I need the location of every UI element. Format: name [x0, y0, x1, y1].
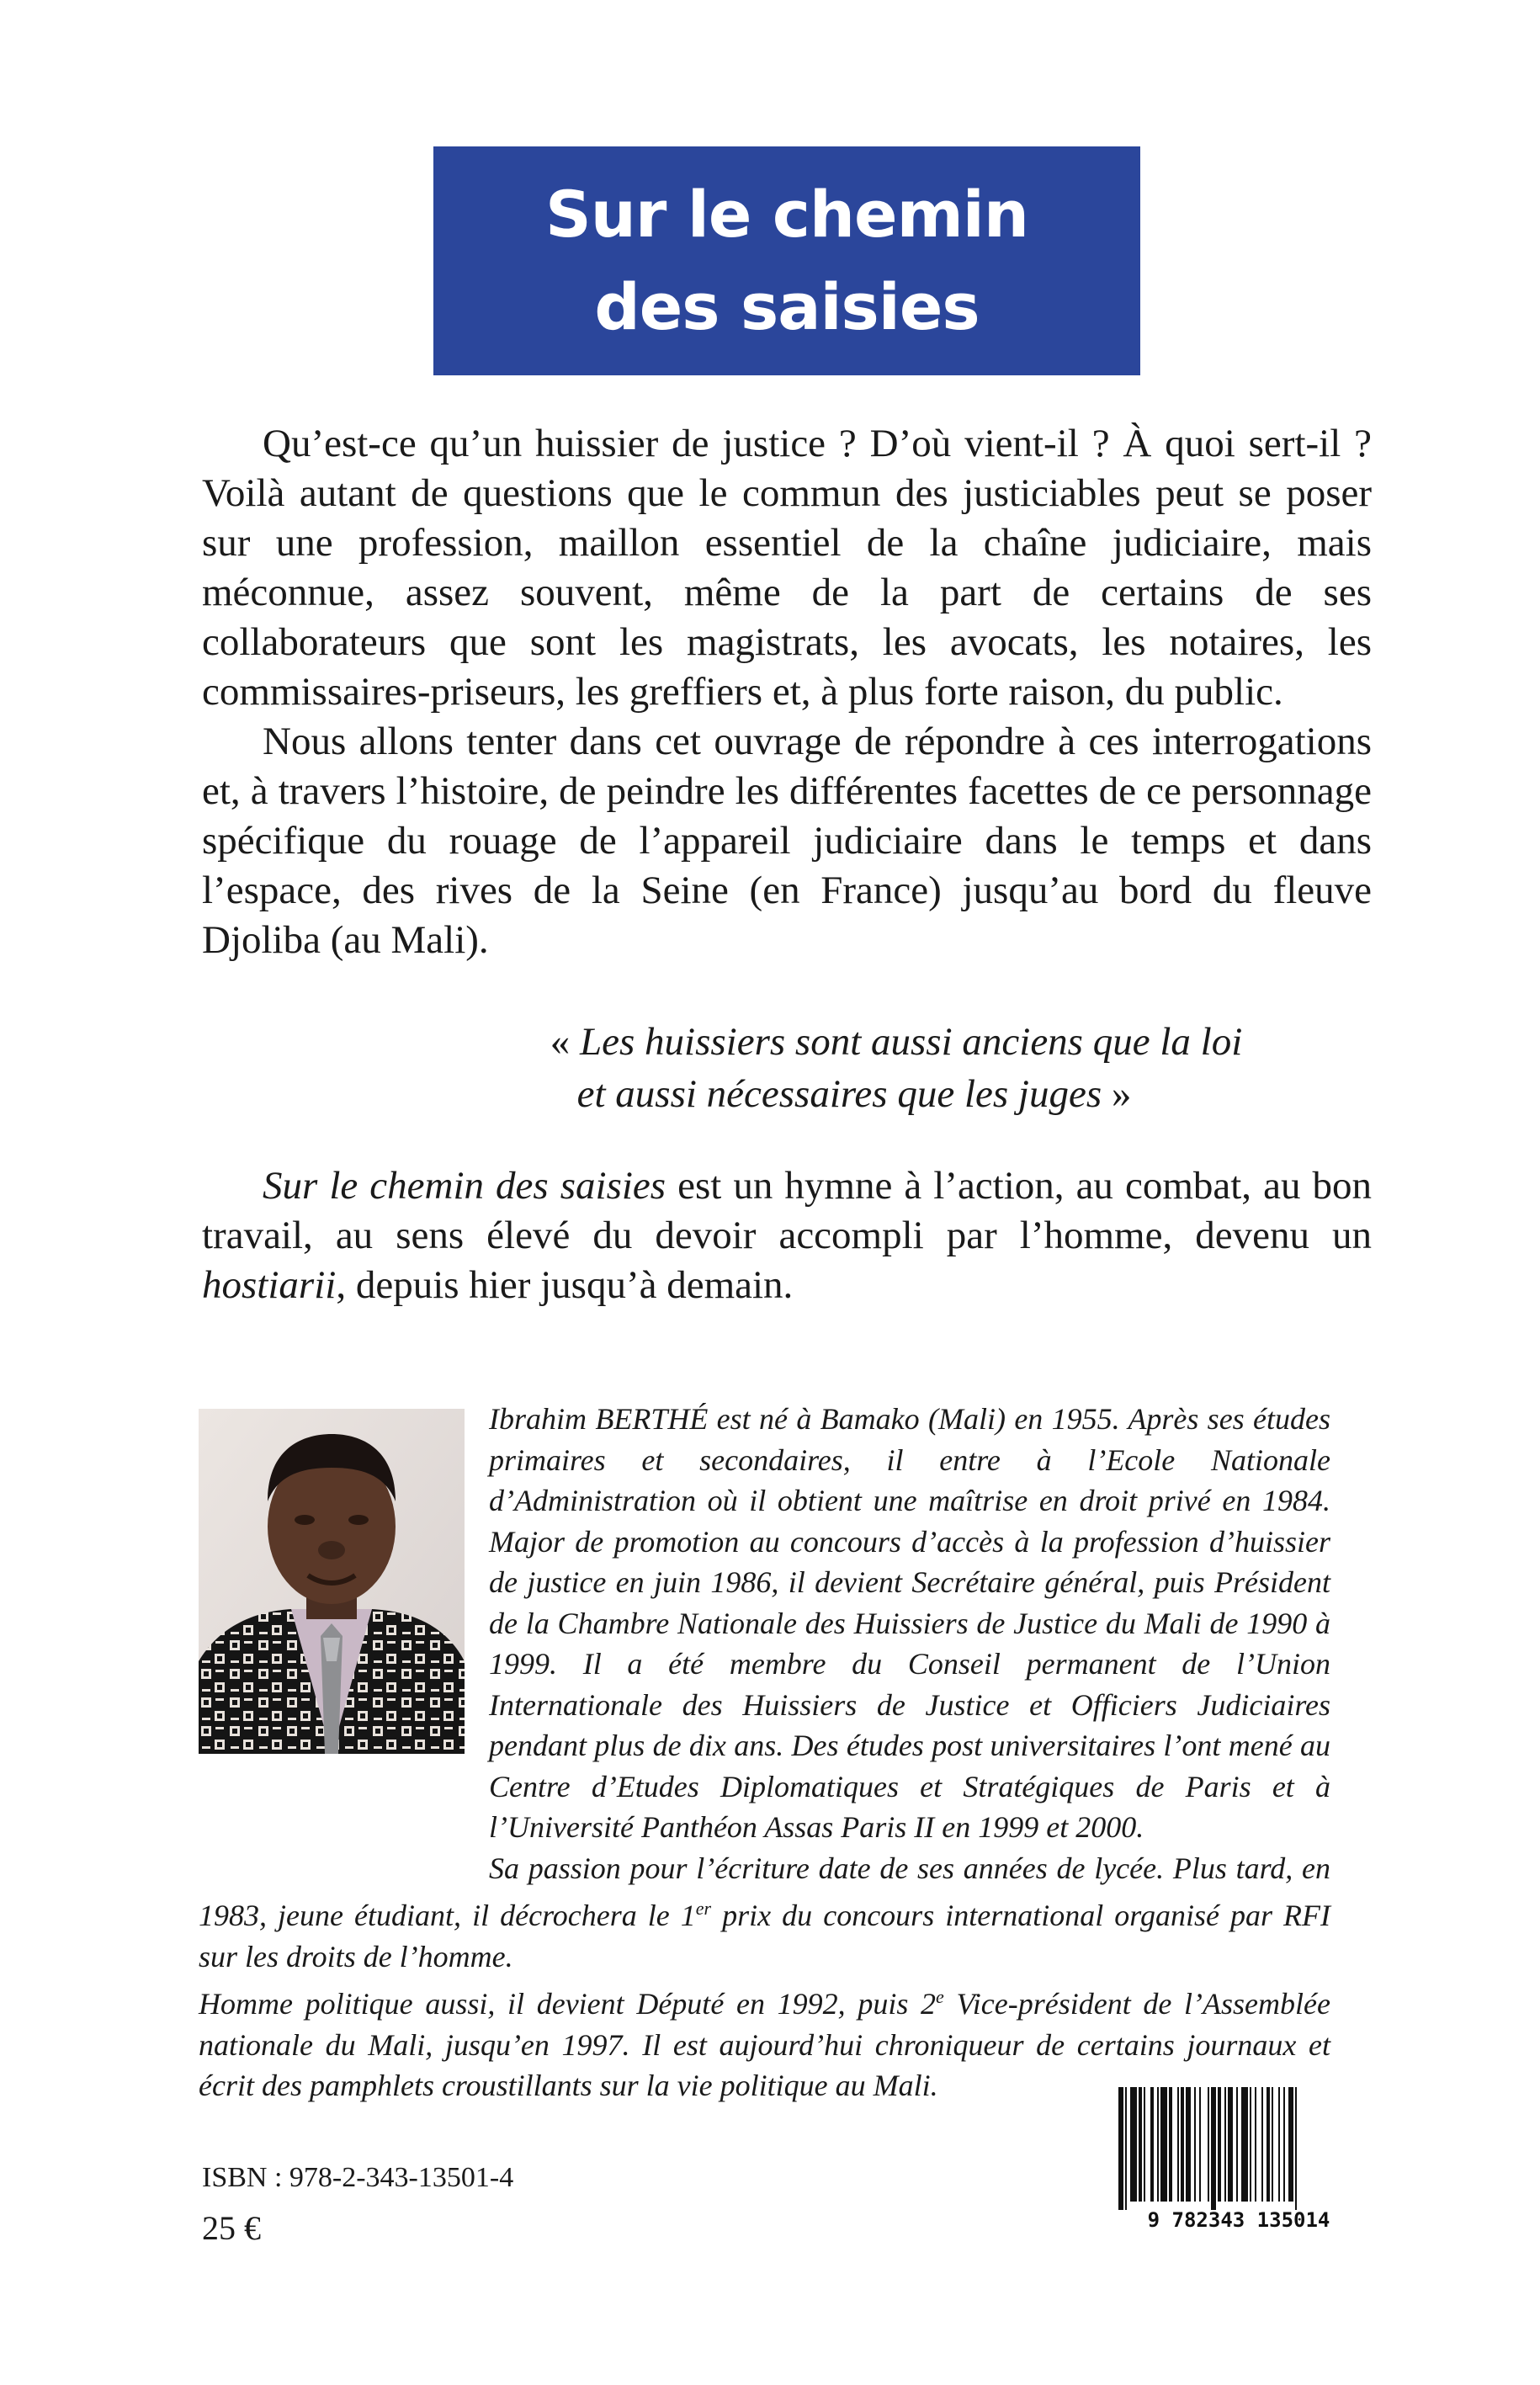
barcode-bar: [1250, 2087, 1251, 2202]
barcode-bar: [1236, 2087, 1238, 2202]
barcode-bar: [1261, 2087, 1263, 2202]
quote-open: «: [550, 1020, 580, 1064]
barcode-bar: [1181, 2087, 1184, 2202]
title-line-1: Sur le chemin: [545, 177, 1028, 252]
barcode-bar: [1118, 2087, 1123, 2210]
epigraph-quote: [202, 1016, 1372, 1120]
bio-paragraph-3: Homme politique aussi, il devient Député en 1992, puis 2e Vice-président de l’Assemblée nationale du Mali, jusqu’en 1997. Il est aujourd’hui chroniqueur de certains journaux et écrit des pamphlets croustillants sur la vie politique au Mali.: [199, 1986, 1330, 2102]
barcode-bar: [1272, 2087, 1273, 2202]
barcode-bar: [1295, 2087, 1297, 2210]
quote-line-1: Les huissiers sont aussi anciens que la loi: [579, 1020, 1243, 1064]
barcode-bar: [1125, 2087, 1127, 2210]
isbn-number: ISBN : 978-2-343-13501-4: [202, 2162, 514, 2193]
barcode-bar: [1224, 2087, 1226, 2202]
barcode-bar: [1288, 2087, 1293, 2202]
intro-paragraph-1: Qu’est-ce qu’un huissier de justice ? D’où vient-il ? À quoi sert-il ? Voilà autant de questions que le commun des justiciables peut se poser sur une profession, maillon essentiel de la chaîne judiciaire, mais méconnue, assez souvent, même de la part de certains de ses collaborateurs que sont les magistrats, les avocats, les notaires, les commissaires-priseurs, les greffiers et, à plus forte raison, du public.: [202, 422, 1372, 714]
quote-line-2: et aussi nécessaires que les juges: [576, 1072, 1102, 1116]
barcode-bar: [1139, 2087, 1142, 2202]
intro-text: [202, 419, 1372, 965]
barcode-icon: [1107, 2082, 1372, 2234]
summary-paragraph: [202, 1161, 1372, 1310]
barcode-bar: [1255, 2087, 1256, 2202]
summary-book-title: Sur le chemin des saisies: [263, 1164, 666, 1208]
intro-paragraph-2: Nous allons tenter dans cet ouvrage de répondre à ces interrogations et, à travers l’histoire, de peindre les différentes facettes de ce personnage spécifique du rouage de l’appareil judiciaire dans le temps et dans l’espace, des rives de la Seine (en France) jusqu’au bord du fleuve Djoliba (au Mali).: [202, 720, 1372, 962]
summary-part-1: est un hymne à l’action, au combat, au bon travail, au sens élevé du devoir accompli par l’homme, devenu un: [202, 1164, 1372, 1257]
title-line-2: des saisies: [594, 269, 980, 344]
barcode-bar: [1228, 2087, 1233, 2202]
bio-paragraph-2: Sa passion pour l’écriture date de ses années de lycée. Plus tard, en 1983, jeune étudiant, il décrochera le 1er prix du concours international organisé par RFI sur les droits de l’homme.: [199, 1851, 1331, 1973]
barcode-bar: [1186, 2087, 1191, 2202]
summary-latin-word: hostiarii: [202, 1263, 337, 1307]
barcode-bar: [1130, 2087, 1137, 2202]
barcode-bar: [1177, 2087, 1179, 2202]
barcode-bar: [1157, 2087, 1159, 2202]
quote-close: »: [1102, 1072, 1132, 1116]
summary-part-2: , depuis hier jusqu’à demain.: [336, 1263, 794, 1307]
barcode-bar: [1218, 2087, 1221, 2202]
barcode-bar: [1144, 2087, 1145, 2202]
summary-text: [202, 1161, 1372, 1310]
barcode-bar: [1208, 2087, 1209, 2202]
barcode-bar: [1211, 2087, 1216, 2210]
barcode-digits: 9 782343 135014: [1147, 2208, 1330, 2232]
barcode-bar: [1194, 2087, 1196, 2202]
barcode-bar: [1150, 2087, 1154, 2202]
barcode-bar: [1241, 2087, 1248, 2202]
author-biography: [199, 1399, 1330, 2106]
barcode-bar: [1169, 2087, 1172, 2202]
bio-paragraph-1: Ibrahim BERTHÉ est né à Bamako (Mali) en 1955. Après ses études primaires et secondaires, il entre à l’Ecole Nationale d’Administration où il obtient une maîtrise en droit privé en 1984. Major de promotion au concours d’accès à la profession d’huissier de justice en juin 1986, il devient Secrétaire général, puis Président de la Chambre Nationale des Huissiers de Justice du Mali de 1990 à 1999. Il a été membre du Conseil permanent de l’Union Internationale des Huissiers de Justice et Officiers Judiciaires pendant plus de dix ans. Des études post universitaires l’ont mené au Centre d’Etudes Diplomatiques et Stratégiques de Paris et à l’Université Panthéon Assas Paris II en 1999 et 2000.: [489, 1402, 1330, 1844]
barcode-bar: [1283, 2087, 1285, 2202]
title-banner: [433, 146, 1140, 375]
barcode-bar: [1160, 2087, 1167, 2202]
barcode-bar: [1278, 2087, 1280, 2202]
price-label: 25 €: [202, 2209, 261, 2247]
barcode-bar: [1199, 2087, 1201, 2202]
barcode-bar: [1267, 2087, 1270, 2202]
